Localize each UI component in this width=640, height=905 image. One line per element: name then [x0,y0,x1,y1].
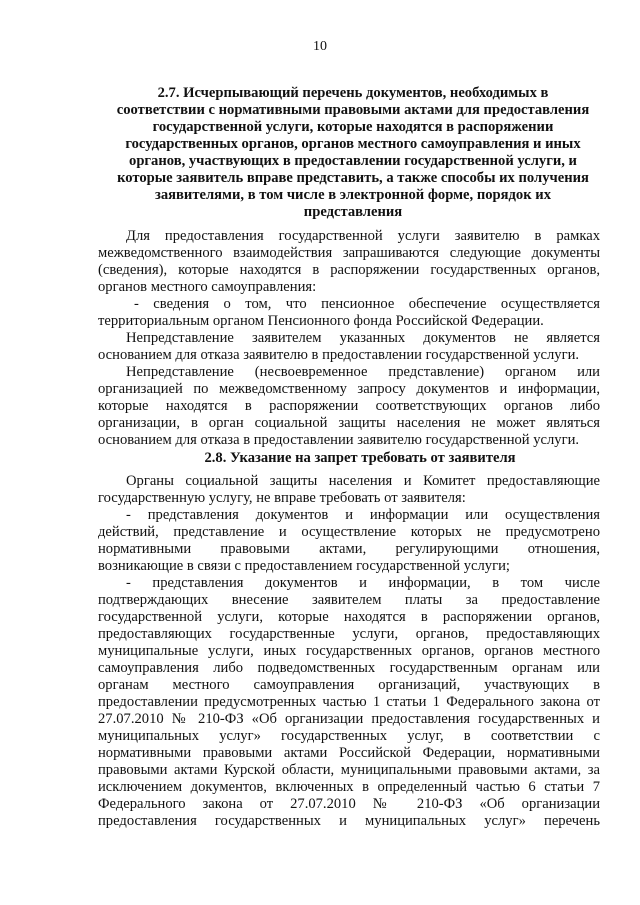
page-number: 10 [313,39,327,54]
body-line: основанием для отказа в предоставлении заявителю государственной услуги. [98,432,580,448]
body-line: Органы социальной защиты населения и Комитет предоставляющие [126,473,600,489]
body-line: муниципальных услуг» государственных услуг, в соответствии с [98,728,600,744]
heading-line: заявителями, в том числе в электронной форме, порядок их [154,187,551,203]
body-line: нормативными правовыми актами Российской Федерации, нормативными [98,745,600,761]
body-line: Непредставление (несвоевременное представление) органом или [126,364,600,380]
body-line: подтверждающих внесение заявителем платы за предоставление [98,592,600,608]
body-line: правовыми актами Курской области, муниципальными правовыми актами, за [98,762,600,778]
body-line: - представления документов и информации или осуществления [126,507,600,523]
body-line: Федерального закона от 27.07.2010 № 210-ФЗ «Об организации [98,796,600,812]
heading-line: государственной услуги, которые находятся в распоряжении [152,119,554,135]
body-line: Непредставление заявителем указанных документов не является [126,330,600,346]
section-2-7-body [98,228,600,449]
body-line: возникающие в связи с предоставлением государственной услуги; [98,558,510,574]
body-line: основанием для отказа заявителю в предоставлении государственной услуги. [98,347,580,363]
body-line: предоставляющих государственные услуги, органов, предоставляющих [98,626,600,642]
heading-line: представления [303,204,403,220]
section-2-8-body [98,473,600,830]
heading-line: 2.7. Исчерпывающий перечень документов, необходимых в [157,85,549,101]
body-line: муниципальные услуги, иных государственных органов, органов местного [98,643,600,659]
body-line: самоуправления либо подведомственных государственным органам или [98,660,600,676]
body-line: - представления документов и информации, в том числе [126,575,600,591]
body-line: (сведения), которые находятся в распоряжении государственных органов, [98,262,600,278]
body-line: нормативными правовыми актами, регулирующими отношения, [98,541,600,557]
body-line: предоставлении предусмотренных частью 1 статьи 1 Федерального закона от [98,694,600,710]
body-line: территориальным органом Пенсионного фонда Российской Федерации. [98,313,544,329]
body-line: Для предоставления государственной услуги заявителю в рамках [126,228,600,244]
body-line: предоставления государственных и муниципальных услуг» перечень [98,813,600,829]
heading-line: соответствии с нормативными правовыми актами для предоставления [116,102,590,118]
heading-line: которые заявитель вправе представить, а также способы их получения [117,170,589,186]
body-line: - сведения о том, что пенсионное обеспечение осуществляется [134,296,600,312]
body-line: государственной услуги, которые находятся в распоряжении органов, [98,609,600,625]
body-line: государственную услугу, не вправе требовать от заявителя: [98,490,466,506]
body-line: организации, в орган социальной защиты населения не может являться [98,415,600,431]
heading-line: органов, участвующих в предоставлении государственной услуги, и [129,153,577,169]
body-line: исключением документов, включенных в определенный частью 6 статьи 7 [98,779,600,795]
body-line: органам местного самоуправления организаций, участвующих в [98,677,600,693]
body-line: действий, представление и осуществление которых не предусмотрено [98,524,600,540]
heading-line: государственных органов, органов местного самоуправления и иных [125,136,581,152]
section-2-7-heading [108,85,598,221]
body-line: межведомственного взаимодействия запрашиваются следующие документы [98,245,600,261]
body-line: организацией по межведомственному запросу документов и информации, [98,381,600,397]
body-line: которые находятся в распоряжении соответствующих органов либо [98,398,600,414]
section-2-8-heading: 2.8. Указание на запрет требовать от заявителя [204,450,516,466]
body-line: 27.07.2010 № 210-ФЗ «Об организации предоставления государственных и [98,711,600,727]
body-line: органов местного самоуправления: [98,279,317,295]
